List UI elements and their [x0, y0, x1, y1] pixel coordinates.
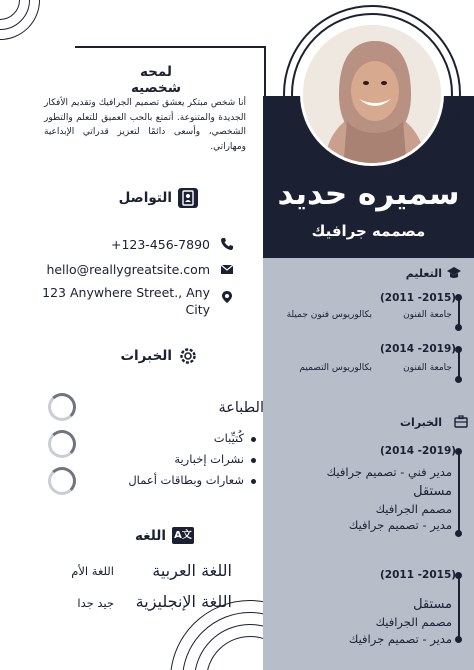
skill-progress-2	[48, 430, 76, 458]
address-line1: 123 Anywhere Street., Any	[42, 285, 210, 300]
graduation-cap-icon	[446, 266, 462, 280]
experience-heading: الخبرات	[400, 416, 442, 429]
experience-line: مصمم الجرافيك	[375, 502, 452, 516]
experience-date: (2014 -2019)	[380, 445, 457, 457]
education-degree: بكالوريوس التصميم	[299, 363, 372, 373]
education-school: جامعة الفنون	[403, 310, 452, 320]
skill-title: الطباعة	[218, 400, 264, 416]
experience-line: مستقل	[413, 597, 452, 612]
email-text: hello@reallygreatsite.com	[46, 262, 210, 277]
briefcase-icon	[454, 415, 468, 428]
experience-line: مستقل	[413, 484, 452, 499]
skill-list	[98, 428, 244, 491]
timeline-line	[458, 450, 460, 534]
timeline-dot	[455, 376, 462, 383]
panel-border-top	[75, 46, 265, 48]
address-line2: City	[185, 302, 210, 317]
timeline-dot	[455, 530, 462, 537]
translate-icon: A文	[172, 527, 194, 544]
timeline-line	[458, 574, 460, 640]
languages-heading: اللغه	[134, 528, 166, 544]
phone-icon	[220, 237, 234, 251]
skill-item: نشرات إخبارية	[98, 449, 244, 470]
gear-icon	[178, 346, 198, 366]
phone-text: +123-456-7890	[110, 237, 210, 252]
skill-item: كُتيِّبات	[98, 428, 244, 449]
skills-heading: الخبرات	[120, 348, 172, 364]
skill-item: شعارات وبطاقات أعمال	[98, 470, 244, 491]
mail-icon	[220, 262, 234, 276]
contact-card-icon	[178, 188, 198, 208]
education-date: (2011 -2015)	[380, 292, 457, 304]
contact-heading: التواصل	[118, 190, 172, 206]
timeline-dot	[455, 636, 462, 643]
profile-heading: لمحه شخصيه	[130, 64, 181, 96]
skill-progress-3	[48, 467, 76, 495]
timeline-dot	[455, 324, 462, 331]
language-level: اللغة الأم	[71, 564, 114, 578]
language-name: اللغة العربية	[152, 561, 232, 580]
education-degree: بكالوريوس فنون جميلة	[286, 310, 372, 320]
profile-text: أنا شخص مبتكر يعشق تصميم الجرافيك وتقديم الأفكار الجديدة والمتنوعة. أتمتع بالحب العميق للتعلم والتطور الشخصي، وأسعى دائمًا لتعزيز قدراتي الإبداعية ومهاراتي.	[44, 98, 246, 152]
location-icon	[220, 290, 234, 304]
experience-line: مدير فني - تصميم جرافيك	[326, 465, 452, 479]
experience-line: مصمم الجرافيك	[375, 615, 452, 629]
language-level: جيد جدا	[77, 596, 114, 610]
experience-line: مدير - تصميم جرافيك	[348, 632, 452, 646]
experience-line: مدير - تصميم جرافيك	[348, 518, 452, 532]
job-title: مصممه جرافيك	[311, 222, 426, 240]
profile-photo	[300, 22, 444, 166]
person-name: سميره حديد	[277, 176, 460, 212]
panel-border-side	[264, 46, 266, 98]
education-heading: التعليم	[405, 267, 442, 280]
language-name: اللغة الإنجليزية	[135, 592, 232, 611]
education-date: (2014 -2019)	[380, 343, 457, 355]
skill-progress-1	[48, 393, 76, 421]
experience-date: (2011 -2015)	[380, 569, 457, 581]
education-school: جامعة الفنون	[403, 363, 452, 373]
